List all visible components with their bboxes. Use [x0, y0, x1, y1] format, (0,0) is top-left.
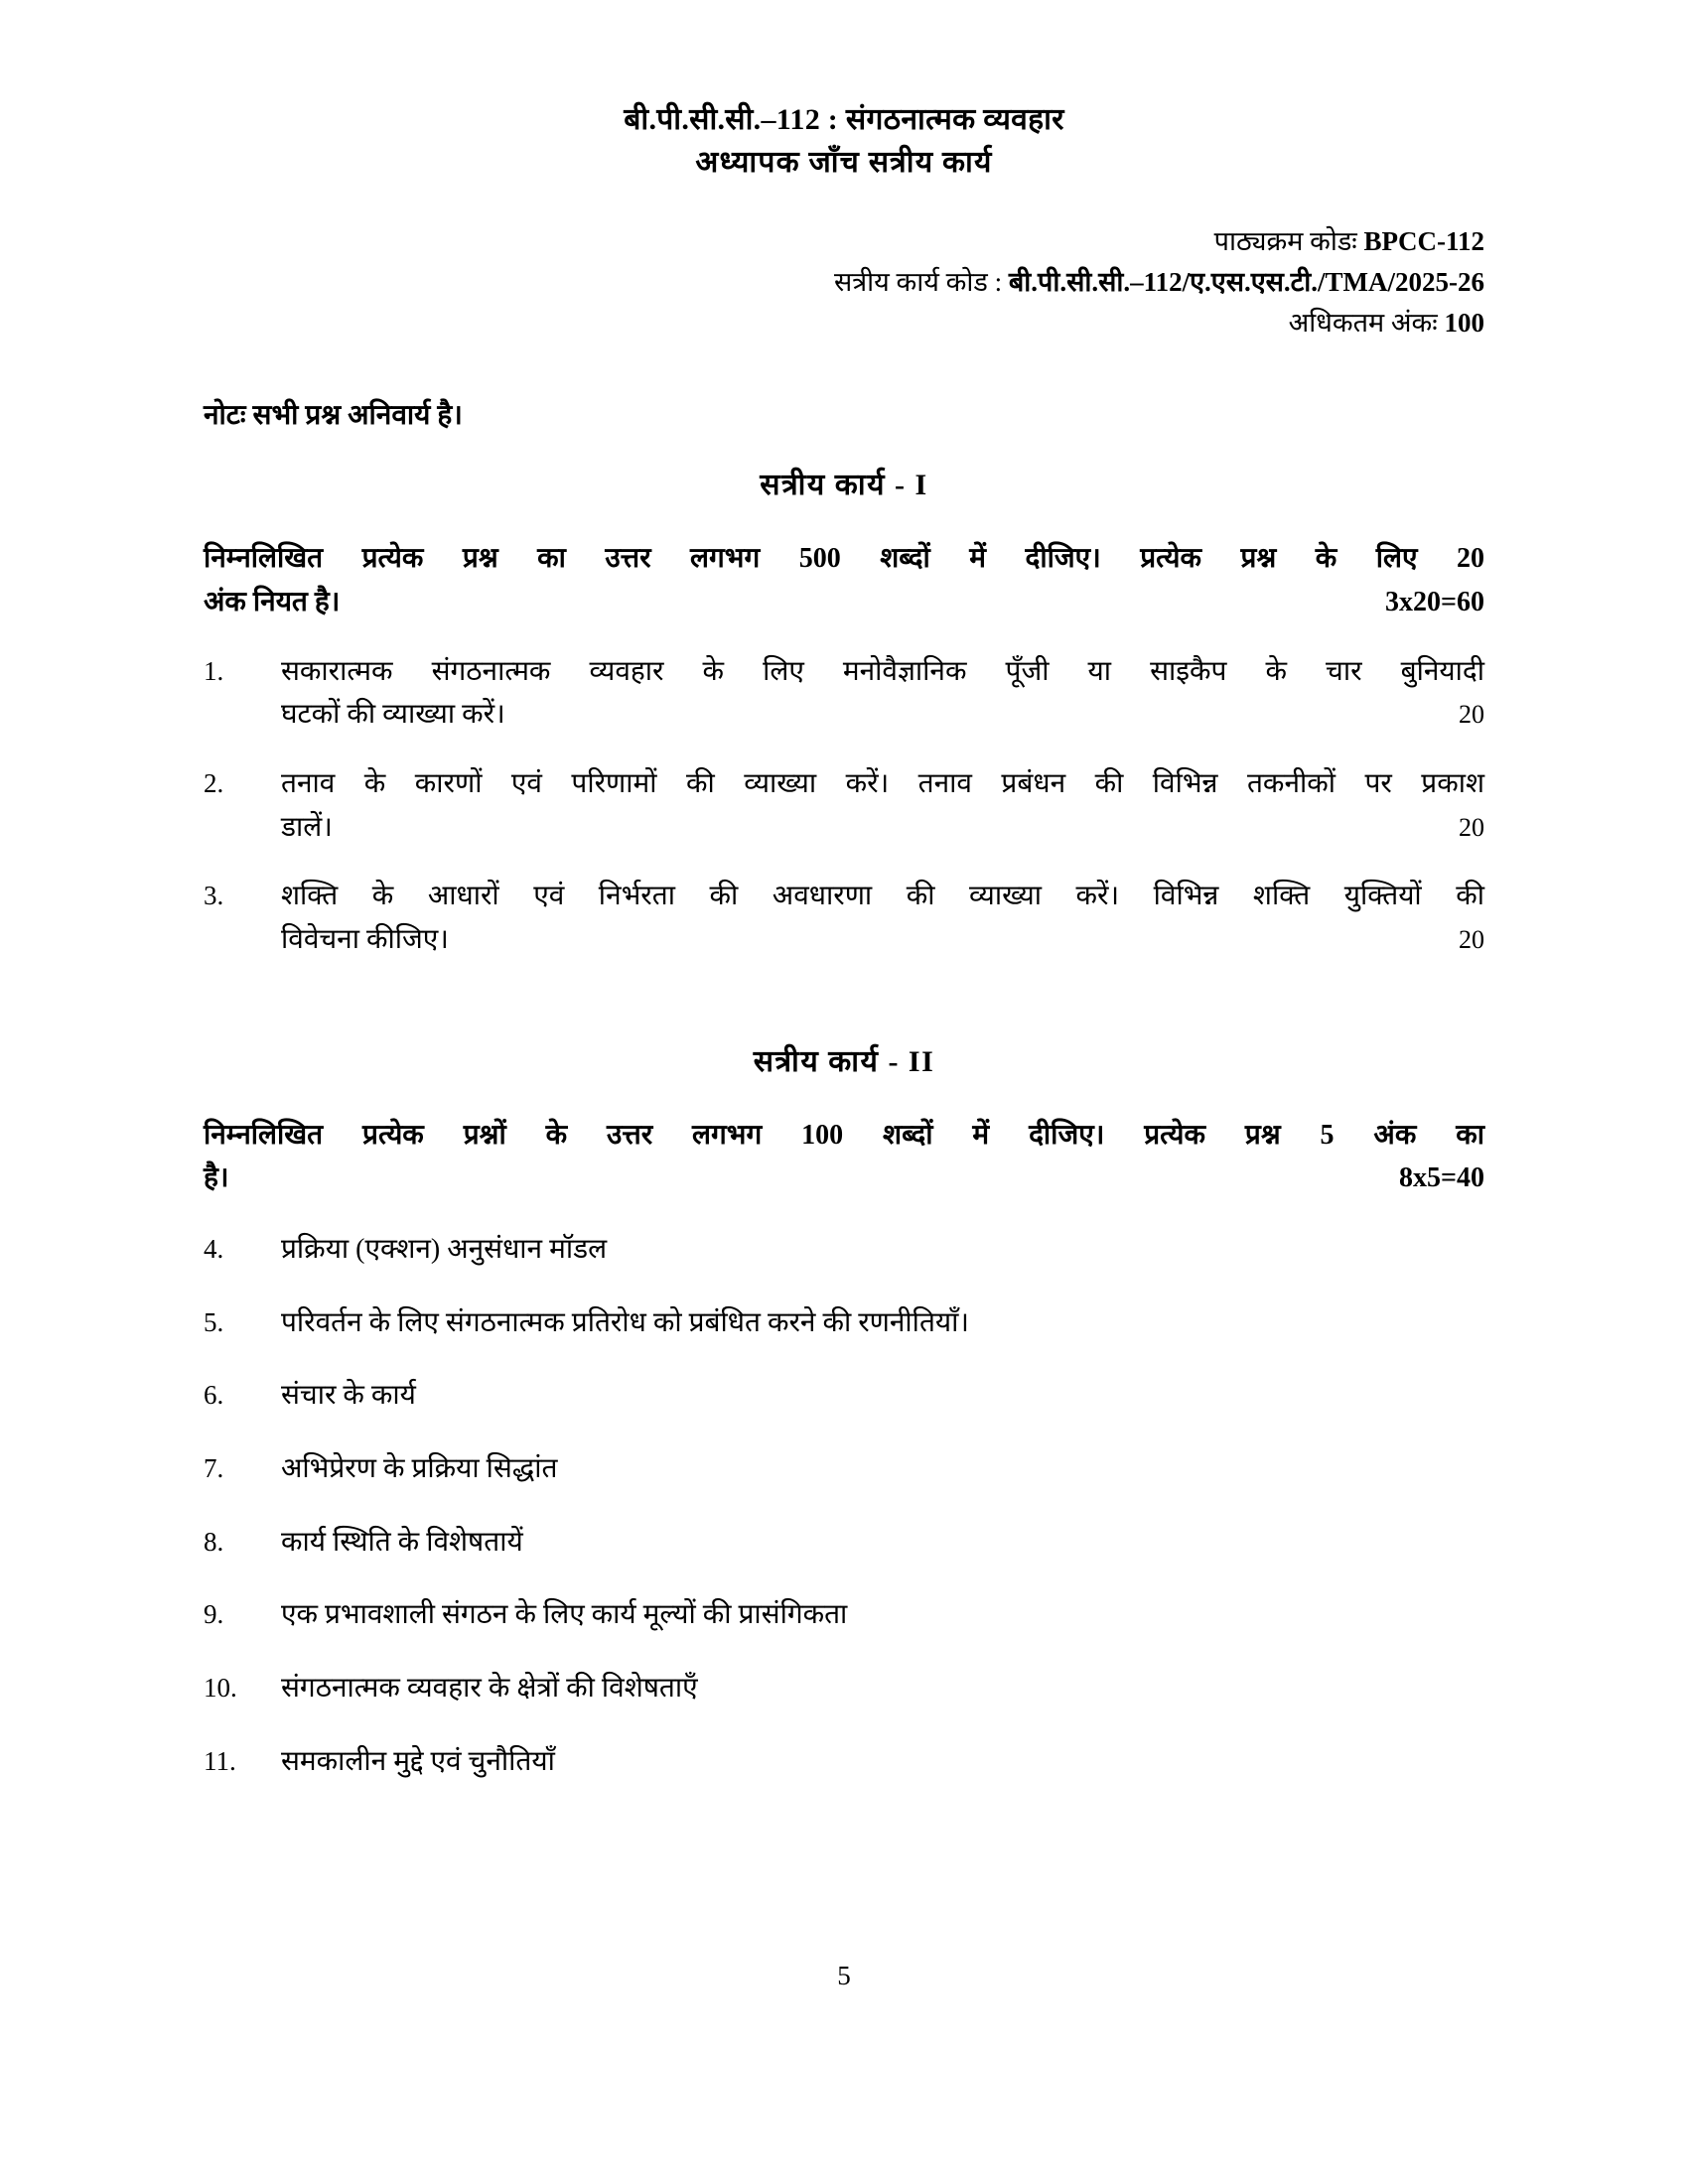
question-line-2-row: [281, 806, 1484, 850]
instruction-line-2-row: [204, 1157, 1484, 1200]
assignment-code-value: बी.पी.सी.सी.–112: [1008, 267, 1183, 298]
instruction-line-1: निम्नलिखित प्रत्येक प्रश्नों के उत्तर लगभग 100 शब्दों में दीजिए। प्रत्येक प्रश्न 5 अंक का: [204, 1119, 1484, 1151]
question-body: [281, 762, 1484, 849]
instruction-line-2: है।: [204, 1162, 229, 1194]
course-code-row: [204, 221, 1484, 262]
question-marks: 20: [1459, 812, 1484, 842]
assignment-two-instruction: [204, 1114, 1484, 1200]
question-line-1: तनाव के कारणों एवं परिणामों की व्याख्या करें। तनाव प्रबंधन की विभिन्न तकनीकों पर प्रकाश: [281, 767, 1484, 799]
instruction-marks: 3x20=60: [1385, 586, 1484, 617]
max-marks-row: [204, 303, 1484, 343]
question-item: [204, 1521, 1484, 1565]
question-item: [204, 1593, 1484, 1637]
assignment-two-heading: सत्रीय कार्य - II: [753, 1044, 935, 1078]
question-item: [204, 1228, 1484, 1272]
question-line-2: डालें।: [281, 811, 333, 843]
assignment-one-instruction: [204, 537, 1484, 623]
question-item: [204, 1740, 1484, 1784]
question-number: 11.: [204, 1745, 236, 1776]
question-text: समकालीन मुद्दे एवं चुनौतियाँ: [281, 1745, 555, 1777]
question-number: 7.: [204, 1453, 224, 1484]
question-number: 5.: [204, 1306, 224, 1337]
assignment-one-heading: सत्रीय कार्य - I: [760, 469, 928, 502]
course-code-label: पाठ्यक्रम कोडः: [1213, 226, 1357, 257]
question-number: 4.: [204, 1234, 224, 1264]
page-title: [204, 99, 1484, 184]
question-text: परिवर्तन के लिए संगठनात्मक प्रतिरोध को प्रबंधित करने की रणनीतियाँ।: [281, 1306, 970, 1338]
max-marks-label: अधिकतम अंकः: [1288, 308, 1438, 339]
assignment-code-suffix: /ए.एस.एस.टी./TMA/2025-26: [1182, 267, 1484, 298]
page-content: [204, 99, 1484, 1813]
question-text: प्रक्रिया (एक्शन) अनुसंधान मॉडल: [281, 1234, 608, 1265]
question-line-2: विवेचना कीजिए।: [281, 923, 449, 955]
question-text: कार्य स्थिति के विशेषतायें: [281, 1526, 523, 1558]
question-text: एक प्रभावशाली संगठन के लिए कार्य मूल्यों की प्रासंगिकता: [281, 1599, 848, 1631]
question-body: [281, 875, 1484, 961]
question-line-2-row: [281, 693, 1484, 737]
question-line-2-row: [281, 918, 1484, 962]
question-number: 1.: [204, 655, 224, 686]
page-number: 5: [837, 1961, 851, 1990]
assignment-code-label: सत्रीय कार्य कोड :: [833, 267, 1003, 298]
instruction-line-2-row: [204, 581, 1484, 624]
max-marks-value: 100: [1444, 308, 1484, 339]
question-number: 8.: [204, 1526, 224, 1557]
assignment-code-row: [204, 262, 1484, 303]
question-item: [204, 650, 1484, 737]
note-text: नोटः सभी प्रश्न अनिवार्य है।: [204, 400, 463, 432]
assignment-two-question-list: [204, 1228, 1484, 1783]
question-number: 10.: [204, 1673, 237, 1704]
question-number: 2.: [204, 767, 224, 798]
question-text: अभिप्रेरण के प्रक्रिया सिद्धांत: [281, 1453, 558, 1485]
question-item: [204, 1447, 1484, 1491]
course-code-value: BPCC-112: [1363, 226, 1484, 257]
assignment-one-question-list: [204, 650, 1484, 962]
question-number: 9.: [204, 1599, 224, 1630]
question-item: [204, 875, 1484, 961]
title-line-1: बी.पी.सी.सी.–112 : संगठनात्मक व्यवहार: [624, 103, 1064, 136]
question-marks: 20: [1459, 700, 1484, 730]
question-item: [204, 1667, 1484, 1710]
question-body: [281, 650, 1484, 737]
question-text: संगठनात्मक व्यवहार के क्षेत्रों की विशेषताएँ: [281, 1673, 698, 1705]
question-number: 6.: [204, 1380, 224, 1411]
question-item: [204, 1374, 1484, 1418]
question-item: [204, 1301, 1484, 1345]
assignment-metadata: [204, 221, 1484, 343]
question-item: [204, 762, 1484, 849]
question-marks: 20: [1459, 924, 1484, 954]
instruction-line-1: निम्नलिखित प्रत्येक प्रश्न का उत्तर लगभग 500 शब्दों में दीजिए। प्रत्येक प्रश्न के लिए 20: [204, 543, 1484, 575]
question-number: 3.: [204, 881, 224, 911]
title-line-2: अध्यापक जाँच सत्रीय कार्य: [695, 145, 993, 179]
question-text: संचार के कार्य: [281, 1380, 416, 1412]
instruction-line-2: अंक नियत है।: [204, 586, 341, 617]
question-line-1: सकारात्मक संगठनात्मक व्यवहार के लिए मनोवैज्ञानिक पूँजी या साइकैप के चार बुनियादी: [281, 655, 1484, 687]
instruction-marks: 8x5=40: [1399, 1162, 1484, 1194]
question-line-2: घटकों की व्याख्या करें।: [281, 699, 505, 731]
question-line-1: शक्ति के आधारों एवं निर्भरता की अवधारणा की व्याख्या करें। विभिन्न शक्ति युक्तियों की: [281, 881, 1484, 912]
